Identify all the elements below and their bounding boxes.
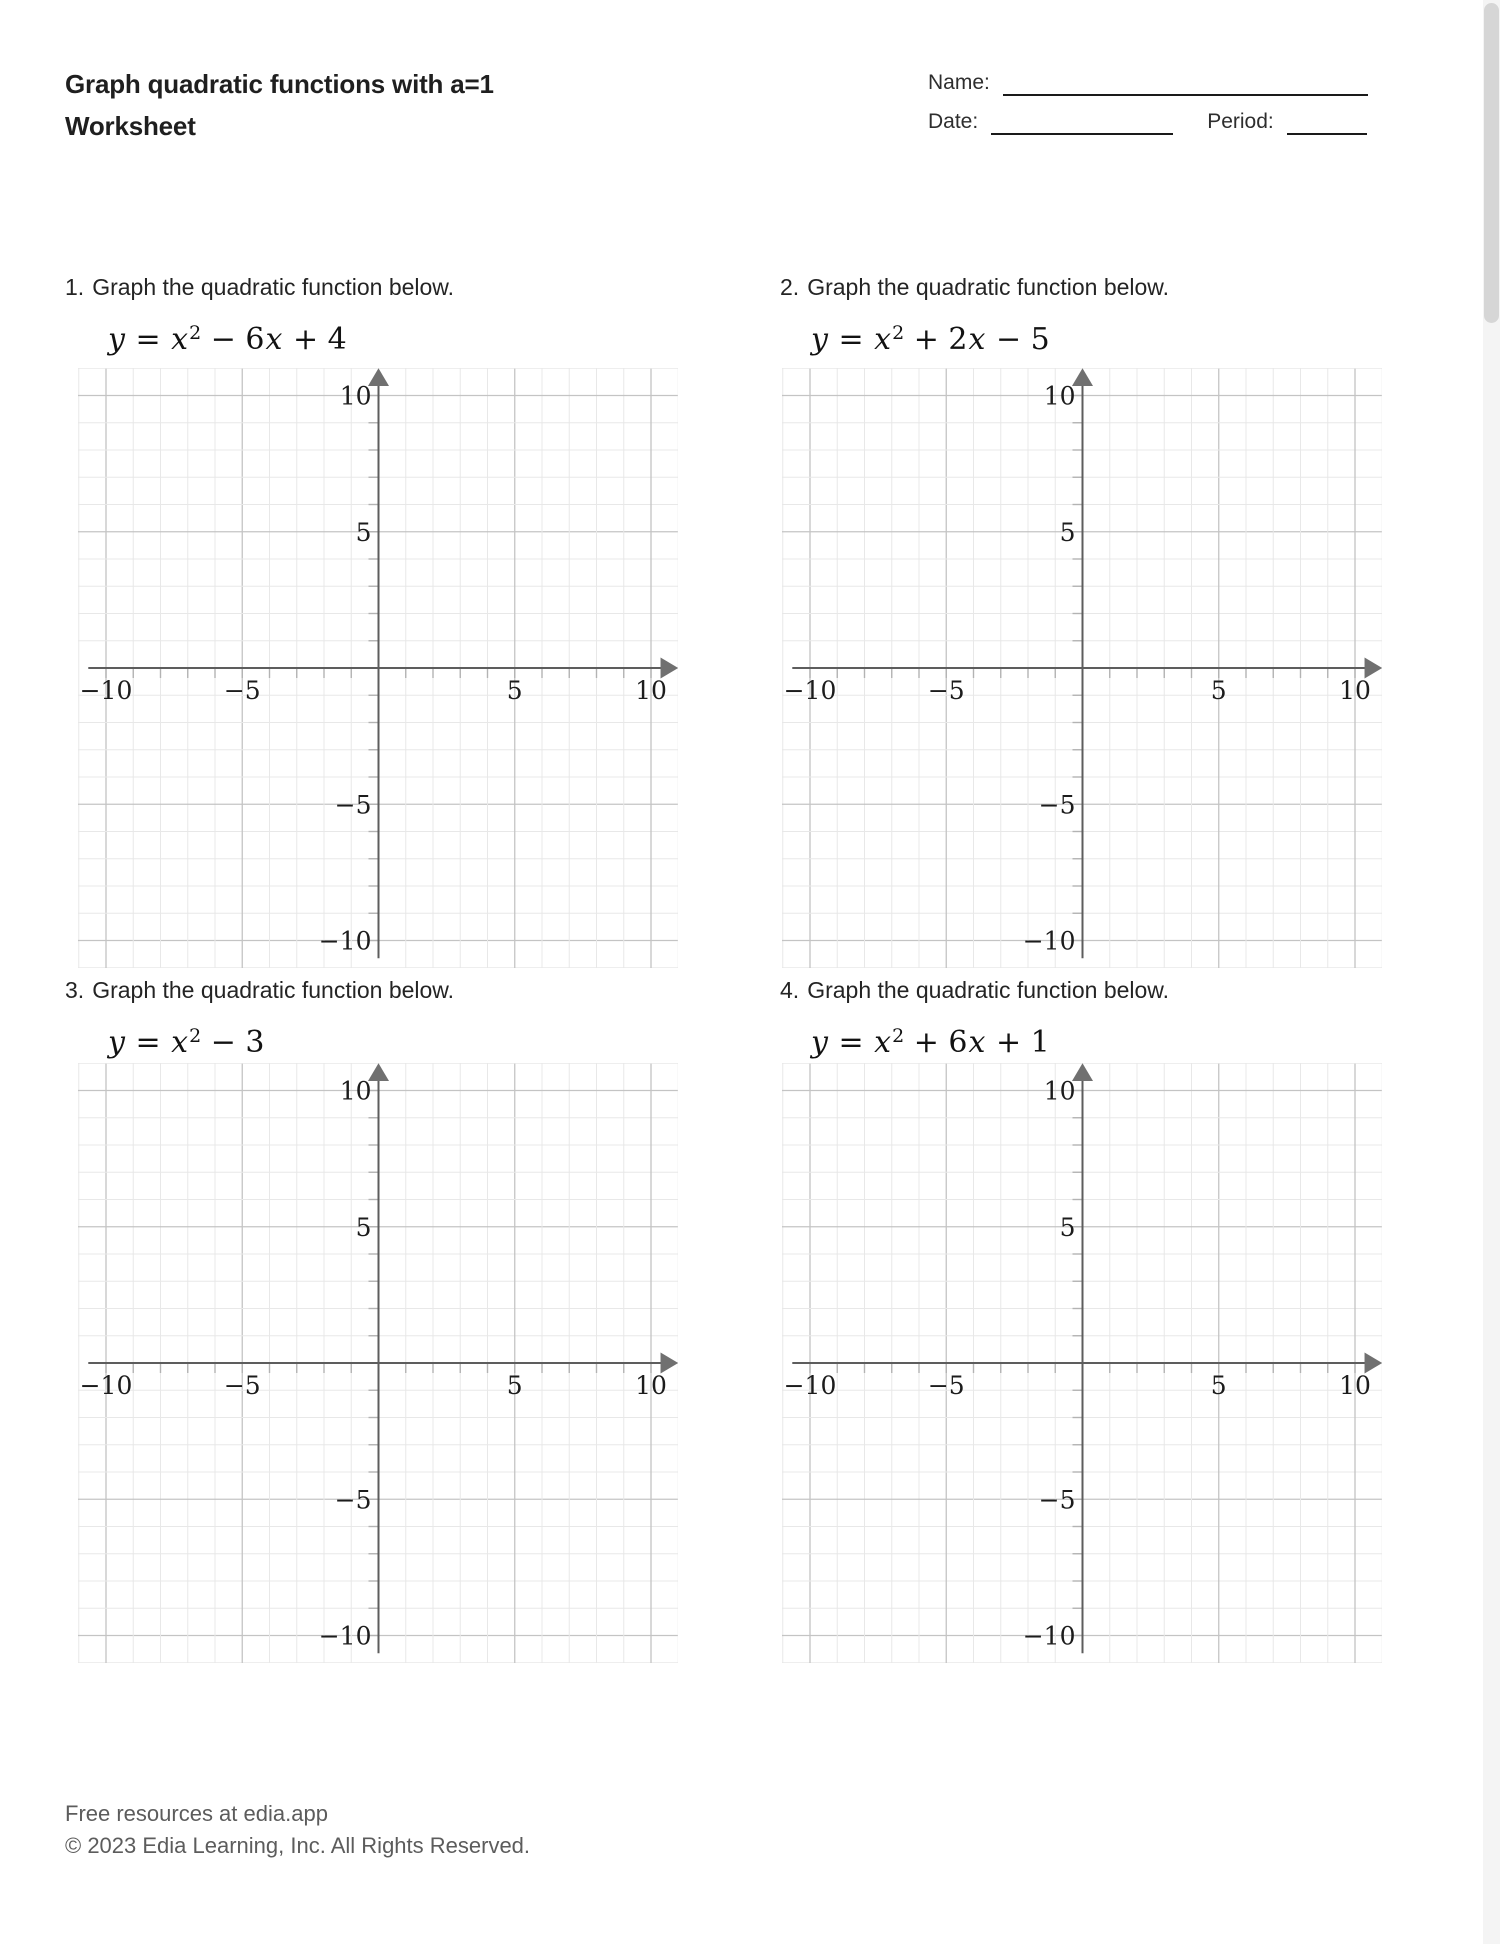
svg-text:−5: −5 <box>223 1371 261 1400</box>
svg-text:−5: −5 <box>1038 790 1076 820</box>
problem-1-equation: $y = x^2 - 6x + 4$ <box>108 322 347 357</box>
svg-text:−10: −10 <box>783 676 837 705</box>
svg-text:−5: −5 <box>1038 1485 1076 1515</box>
svg-text:5: 5 <box>1059 517 1076 547</box>
worksheet-title <box>65 63 494 147</box>
problem-2-equation: $y = x^2 + 2x - 5$ <box>811 322 1050 357</box>
problem-4 <box>780 975 1400 1675</box>
svg-text:−5: −5 <box>927 1371 965 1400</box>
svg-text:10: 10 <box>1043 1076 1076 1106</box>
date-period-row <box>928 109 1368 135</box>
problem-1-prompt: Graph the quadratic function below. <box>92 274 455 300</box>
svg-text:−10: −10 <box>79 1371 133 1400</box>
problem-3-heading <box>65 975 454 1005</box>
svg-text:5: 5 <box>1210 676 1227 705</box>
name-label: Name: <box>928 71 990 94</box>
svg-text:10: 10 <box>339 1076 372 1106</box>
problem-2-heading <box>780 272 1169 302</box>
problem-3-equation: $y = x^2 - 3$ <box>108 1025 265 1060</box>
svg-text:5: 5 <box>1210 1371 1227 1400</box>
svg-text:−10: −10 <box>1022 926 1076 956</box>
scrollbar-track[interactable] <box>1483 0 1500 1944</box>
student-info-fields <box>928 70 1368 135</box>
problem-3-prompt: Graph the quadratic function below. <box>92 977 455 1003</box>
problem-2-coordinate-grid <box>782 368 1382 968</box>
problem-1 <box>65 272 685 972</box>
svg-text:−5: −5 <box>334 790 372 820</box>
svg-text:−10: −10 <box>1022 1621 1076 1651</box>
svg-text:−10: −10 <box>318 926 372 956</box>
problem-4-heading <box>780 975 1169 1005</box>
footer-copyright-line: © 2023 Edia Learning, Inc. All Rights Reserved. <box>65 1833 531 1858</box>
date-label: Date: <box>928 110 979 133</box>
name-row <box>928 70 1368 96</box>
svg-text:10: 10 <box>1043 381 1076 411</box>
worksheet-title-line1: Graph quadratic functions with a=1 <box>65 69 494 99</box>
problem-4-prompt: Graph the quadratic function below. <box>807 977 1170 1003</box>
svg-text:5: 5 <box>1059 1212 1076 1242</box>
problem-4-number: 4. <box>780 977 800 1003</box>
svg-text:−5: −5 <box>223 676 261 705</box>
name-blank-line <box>1003 72 1368 96</box>
problem-4-equation: $y = x^2 + 6x + 1$ <box>811 1025 1050 1060</box>
svg-text:10: 10 <box>635 1371 667 1400</box>
problem-1-number: 1. <box>65 274 85 300</box>
svg-text:10: 10 <box>1339 676 1371 705</box>
problem-3-coordinate-grid <box>78 1063 678 1663</box>
svg-text:5: 5 <box>355 517 372 547</box>
problem-2-number: 2. <box>780 274 800 300</box>
svg-text:5: 5 <box>506 676 523 705</box>
svg-text:−5: −5 <box>927 676 965 705</box>
date-blank-line <box>991 111 1173 135</box>
svg-text:10: 10 <box>339 381 372 411</box>
svg-text:10: 10 <box>1339 1371 1371 1400</box>
svg-text:−10: −10 <box>79 676 133 705</box>
svg-text:5: 5 <box>506 1371 523 1400</box>
svg-text:−10: −10 <box>318 1621 372 1651</box>
footer-resources-line: Free resources at edia.app <box>65 1801 328 1826</box>
period-blank-line <box>1287 111 1367 135</box>
svg-text:−10: −10 <box>783 1371 837 1400</box>
scrollbar-thumb[interactable] <box>1484 3 1499 323</box>
worksheet-title-line2: Worksheet <box>65 111 196 141</box>
problem-2-prompt: Graph the quadratic function below. <box>807 274 1170 300</box>
problem-3 <box>65 975 685 1675</box>
problem-3-number: 3. <box>65 977 85 1003</box>
problem-4-coordinate-grid <box>782 1063 1382 1663</box>
svg-text:10: 10 <box>635 676 667 705</box>
problem-1-coordinate-grid <box>78 368 678 968</box>
svg-text:−5: −5 <box>334 1485 372 1515</box>
period-label: Period: <box>1207 110 1274 133</box>
svg-text:5: 5 <box>355 1212 372 1242</box>
problem-1-heading <box>65 272 454 302</box>
problem-2 <box>780 272 1400 972</box>
page-footer <box>65 1798 530 1862</box>
